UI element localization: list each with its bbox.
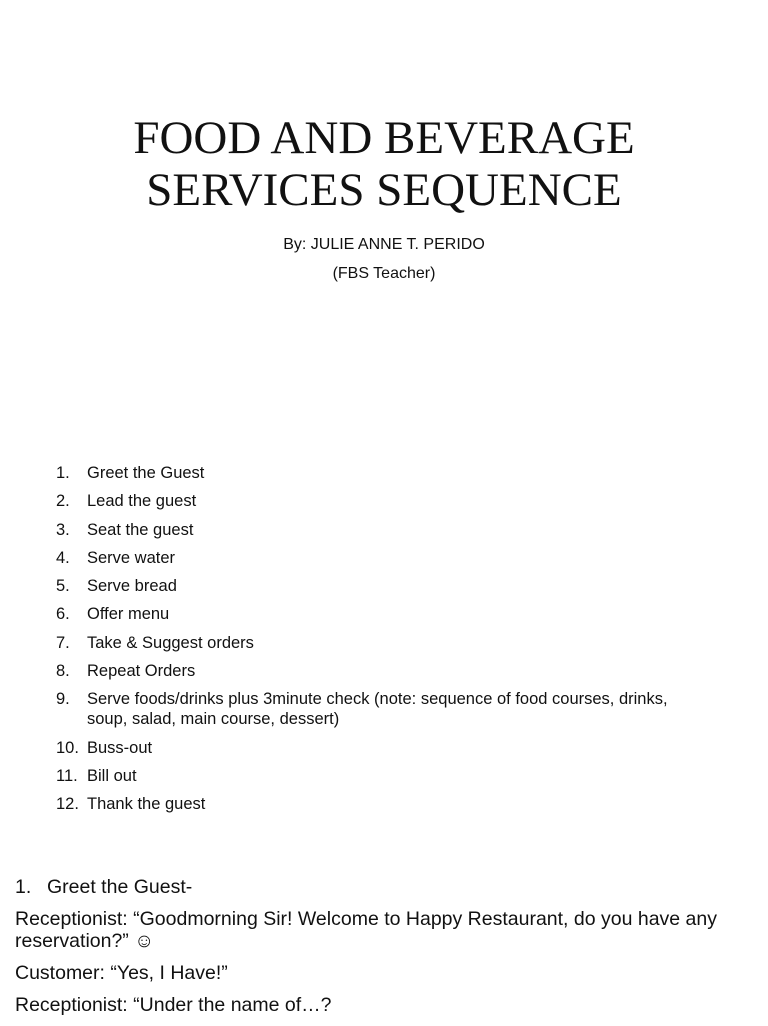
dialogue-heading-number: 1. [15, 876, 32, 898]
list-item [56, 520, 696, 540]
list-item-number: 11. [56, 766, 78, 785]
list-item [56, 604, 696, 624]
list-item-text: Serve water [87, 548, 176, 567]
byline [0, 230, 768, 288]
dialogue-heading-text: Greet the Guest- [47, 876, 193, 898]
title-line-2: SERVICES SEQUENCE [146, 164, 622, 216]
list-item-number: 5. [56, 577, 70, 596]
list-item [56, 633, 696, 653]
list-item-text: Buss-out [87, 738, 153, 757]
author-role: (FBS Teacher) [332, 265, 436, 282]
list-item-text: Greet the Guest [87, 464, 205, 482]
list-item-number: 9. [56, 690, 70, 709]
list-item [56, 794, 696, 814]
list-item-number: 6. [56, 605, 70, 624]
list-item-text: Seat the guest [87, 520, 194, 539]
dialogue-section [15, 876, 755, 1026]
list-item-number: 2. [56, 492, 70, 511]
list-item-number: 1. [56, 464, 70, 482]
service-steps-list [56, 463, 696, 823]
list-item-number: 10. [56, 738, 79, 757]
list-item-text: Serve bread [87, 577, 177, 596]
list-item-text: Repeat Orders [87, 662, 196, 681]
dialogue-line: Receptionist: “Under the name of…? [15, 994, 332, 1016]
dialogue-line: Customer: “Yes, I Have!” [15, 962, 228, 984]
list-item-text: Serve foods/drinks plus 3minute check (note: sequence of food courses, drinks, soup, salad, main course, dessert) [87, 690, 668, 729]
list-item-text: Offer menu [87, 605, 170, 624]
list-item-number: 12. [56, 795, 79, 814]
author-name: By: JULIE ANNE T. PERIDO [283, 236, 485, 253]
list-item-number: 7. [56, 633, 70, 652]
list-item [56, 689, 696, 729]
list-item [56, 576, 696, 596]
list-item [56, 548, 696, 568]
list-item-number: 4. [56, 548, 70, 567]
list-item [56, 491, 696, 511]
list-item-text: Take & Suggest orders [87, 633, 254, 652]
dialogue-line: Receptionist: “Goodmorning Sir! Welcome to Happy Restaurant, do you have any reservation?” ☺ [15, 908, 717, 952]
list-item-text: Thank the guest [87, 795, 206, 814]
page-title [0, 112, 768, 216]
list-item [56, 463, 696, 483]
list-item-number: 3. [56, 520, 70, 539]
list-item [56, 766, 696, 786]
list-item [56, 661, 696, 681]
title-line-1: FOOD AND BEVERAGE [133, 112, 635, 164]
list-item-number: 8. [56, 662, 70, 681]
list-item-text: Bill out [87, 766, 137, 785]
dialogue-heading [15, 876, 755, 898]
list-item-text: Lead the guest [87, 492, 197, 511]
list-item [56, 738, 696, 758]
